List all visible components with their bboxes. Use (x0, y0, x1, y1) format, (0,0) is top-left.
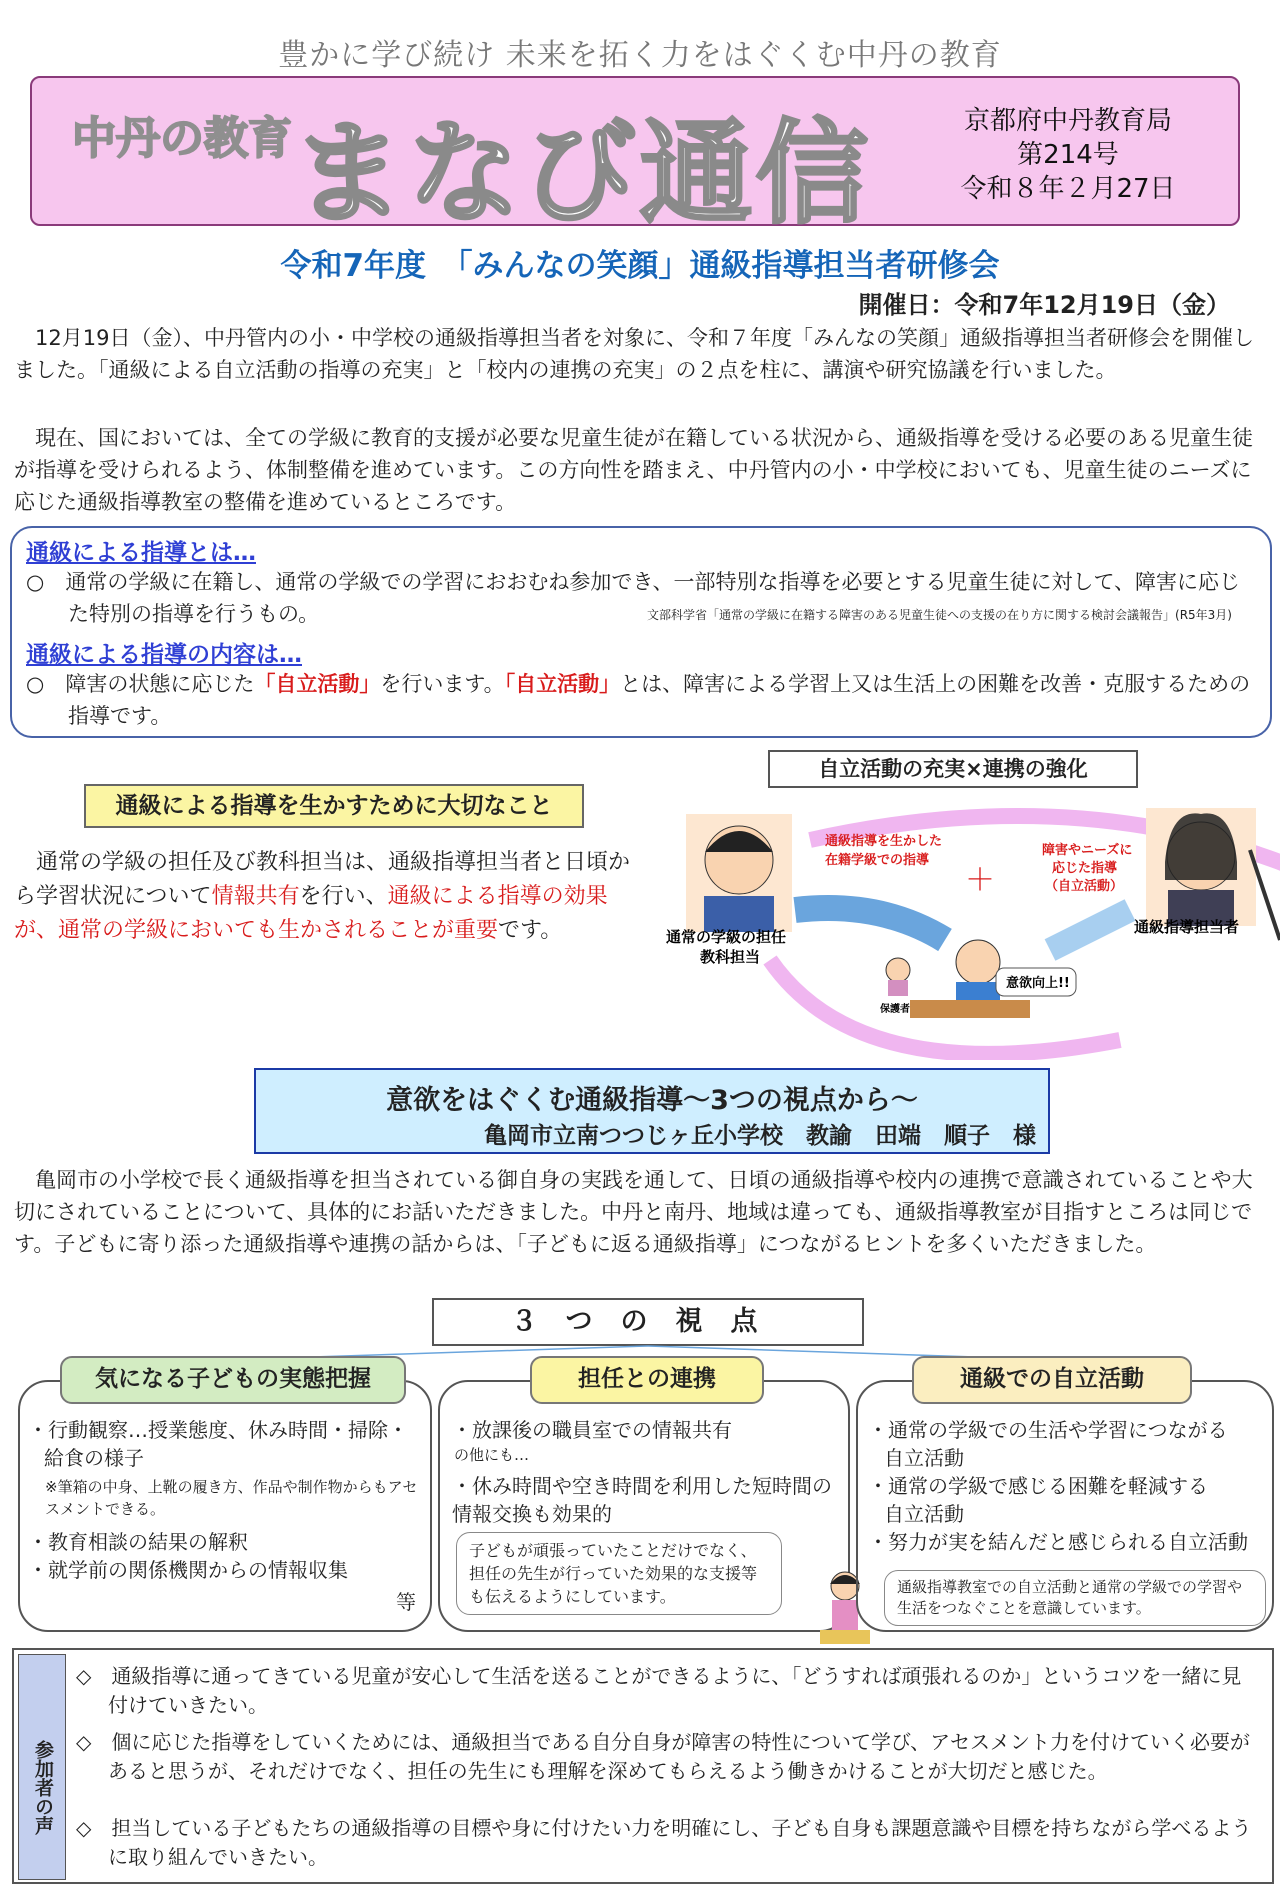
content-text-a: ○ 障害の状態に応じた (26, 672, 255, 696)
held-date: 開催日：令和7年12月19日（金） (858, 291, 1230, 319)
vp1-item-1b: 給食の様子 (44, 1446, 144, 1470)
definition-source: 文部科学省「通常の学級に在籍する障害のある児童生徒への支援の在り方に関する検討会議報告」(R5年3月) (647, 608, 1232, 622)
viewpoint-card-2 (438, 1380, 850, 1632)
vp3-item-2b: 自立活動 (884, 1502, 964, 1526)
issue-info (938, 104, 1198, 206)
participant-voices (12, 1648, 1274, 1884)
important-keyword: 情報共有 (211, 884, 300, 909)
brand-name: 中丹の教育 (72, 113, 292, 164)
definition-box (10, 526, 1272, 738)
vp3-item-1b: 自立活動 (884, 1446, 964, 1470)
vp2-speech-bubble: 子どもが頑張っていたことだけでなく、担任の先生が行っていた効果的な支援等も伝えるようにしています。 (456, 1532, 782, 1615)
vp3-item-1: ・通常の学級での生活や学習につながる (868, 1418, 1228, 1442)
guardian-illustration (886, 958, 910, 996)
vp1-item-2: ・教育相談の結果の解釈 (28, 1530, 248, 1554)
vp1-title: 気になる子どもの実態把握 (60, 1356, 406, 1404)
intro-paragraph-1: 12月19日（金）、中丹管内の小・中学校の通級指導担当者を対象に、令和７年度「みんなの笑顔」通級指導担当者研修会を開催しました。「通級による自立活動の指導の充実」と「校内の連携の充実」の２点を柱に、講演や研究協議を行いました。 (14, 326, 1254, 382)
issue-date: 令和８年２月27日 (960, 174, 1176, 204)
content-heading (26, 636, 302, 669)
voice-2: ◇ 個に応じた指導をしていくためには、通級担当である自分自身が障害の特性について学び、アセスメント力を付けていく必要があると思うが、それだけでなく、担任の先生にも理解を深めてもらえるよう働きかけることが大切だと感じた。 (76, 1730, 1250, 1783)
voice-3: ◇ 担当している子どもたちの通級指導の目標や身に付けたい力を明確にし、子ども自身も課題意識や目標を持ちながら学べるように取り組んでいきたい。 (76, 1816, 1252, 1869)
vp1-item-3: ・就学前の関係機関からの情報収集 (28, 1558, 348, 1582)
vp3-title: 通級での自立活動 (912, 1356, 1192, 1404)
arrow-left-label-2: 在籍学級での指導 (825, 853, 930, 868)
article-title: 令和7年度 「みんなの笑顔」通級指導担当者研修会 (280, 248, 1000, 284)
masthead (30, 76, 1240, 239)
org-name: 京都府中丹教育局 (963, 106, 1172, 136)
viewpoints-heading: ３つの視点 (432, 1298, 864, 1346)
left-teacher-caption-1: 通常の学級の担任 (666, 928, 787, 946)
content-text (26, 668, 1256, 732)
important-t1: 通常の学級の担任及び教科担当は、通級指導担当者と日頃から学習状況について (14, 850, 631, 909)
vp1-note: ※筆箱の中身、上靴の履き方、作品や制作物からもアセスメントできる。 (45, 1478, 418, 1518)
important-text (14, 846, 644, 948)
important-label: 通級による指導を生かすために大切なこと (84, 784, 584, 828)
issue-number: 第214号 (1017, 140, 1119, 170)
vp2-item-2: ・休み時間や空き時間を利用した短時間の情報交換も効果的 (452, 1474, 832, 1526)
arrow-right-label-3: （自立活動） (1045, 879, 1124, 894)
vp1-etc: 等 (396, 1590, 416, 1614)
content-text-c: を行います。 (380, 672, 505, 696)
vp1-item-1: ・行動観察…授業態度、休み時間・掃除・ (28, 1418, 408, 1442)
vp2-item-1-note: の他にも… (454, 1446, 530, 1464)
viewpoint-card-3 (856, 1380, 1274, 1632)
motivation-label: 意欲向上!! (1006, 976, 1070, 991)
lecture-speaker: 亀岡市立南つつじヶ丘小学校 教諭 田端 順子 様 (484, 1123, 1036, 1149)
vp2-item-1: ・放課後の職員室での情報共有 (452, 1418, 732, 1442)
diagram-heading: 自立活動の充実×連携の強化 (768, 750, 1138, 788)
lecture-banner (254, 1068, 1050, 1154)
lecture-body: 亀岡市の小学校で長く通級指導を担当されている御自身の実践を通して、日頃の通級指導や校内の連携で意識されていることや大切にされていることについて、具体的にお話いただきました。中丹と南丹、地域は違っても、通級指導教室が目指すところは同じです。子どもに寄り添った通級指導や連携の話からは、「子どもに返る通級指導」につながるヒントを多くいただきました。 (14, 1168, 1253, 1256)
voice-1: ◇ 通級指導に通ってきている児童が安心して生活を送ることができるように、「どうすれば頑張れるのか」というコツを一緒に見付けていきたい。 (76, 1664, 1242, 1717)
voices-label: 参加者の声 (18, 1654, 66, 1880)
content-heading-text: 通級による指導の内容は… (26, 642, 302, 668)
arrow-right-label-1: 障害やニーズに (1042, 843, 1133, 858)
plus-sign: ＋ (965, 863, 995, 898)
teacher-left-illustration (686, 814, 792, 932)
vp3-speech-bubble: 通級指導教室での自立活動と通常の学級での学習や生活をつなぐことを意識しています。 (884, 1570, 1266, 1626)
vp3-item-3: ・努力が実を結んだと感じられる自立活動 (868, 1530, 1248, 1554)
intro-paragraph-2: 現在、国においては、全ての学級に教育的支援が必要な児童生徒が在籍している状況から、通級指導を受ける必要のある児童生徒が指導を受けられるよう、体制整備を進めています。この方向性を踏まえ、中丹管内の小・中学校においても、児童生徒のニーズに応じた通級指導教室の整備を進めているところです。 (14, 426, 1253, 514)
collaboration-diagram (660, 790, 1280, 1060)
content-text-e: とは、障害による学習上又は生活上の困難を改善・克服するための指導です。 (68, 672, 1251, 728)
arrow-left-label-1: 通級指導を生かした (825, 834, 943, 849)
arrow-right-blue (1050, 910, 1130, 950)
left-teacher-caption-2: 教科担当 (700, 948, 761, 966)
important-emphasis: 通級による指導の効果が、通常の学級においても生かされることが重要 (14, 884, 608, 943)
guardian-label: 保護者 (880, 1004, 910, 1015)
keyword-jiritsu-2: 「自立活動」 (504, 672, 621, 696)
arrow-right-label-2: 応じた指導 (1052, 861, 1118, 876)
newsletter-title: まなび通信 (292, 109, 872, 239)
right-teacher-caption: 通級指導担当者 (1134, 918, 1240, 936)
definition-text: ○ 通常の学級に在籍し、通常の学級での学習におおむね参加でき、一部特別な指導を必要とする児童生徒に対して、障害に応じた特別の指導を行うもの。 (26, 570, 1241, 626)
vp2-title: 担任との連携 (530, 1356, 764, 1404)
keyword-jiritsu-1: 「自立活動」 (254, 672, 381, 696)
important-t3: を行い、 (299, 884, 388, 909)
motto: 豊かに学び続け 未来を拓く力をはぐくむ中丹の教育 (278, 38, 1002, 73)
viewpoint-card-1 (18, 1380, 432, 1632)
important-t5: です。 (498, 918, 563, 943)
lecture-title: 意欲をはぐくむ通級指導～3つの視点から～ (386, 1085, 918, 1116)
definition-heading: 通級による指導とは… (26, 540, 256, 566)
vp3-item-2: ・通常の学級で感じる困難を軽減する (868, 1474, 1208, 1498)
arrow-left-blue (795, 908, 945, 940)
